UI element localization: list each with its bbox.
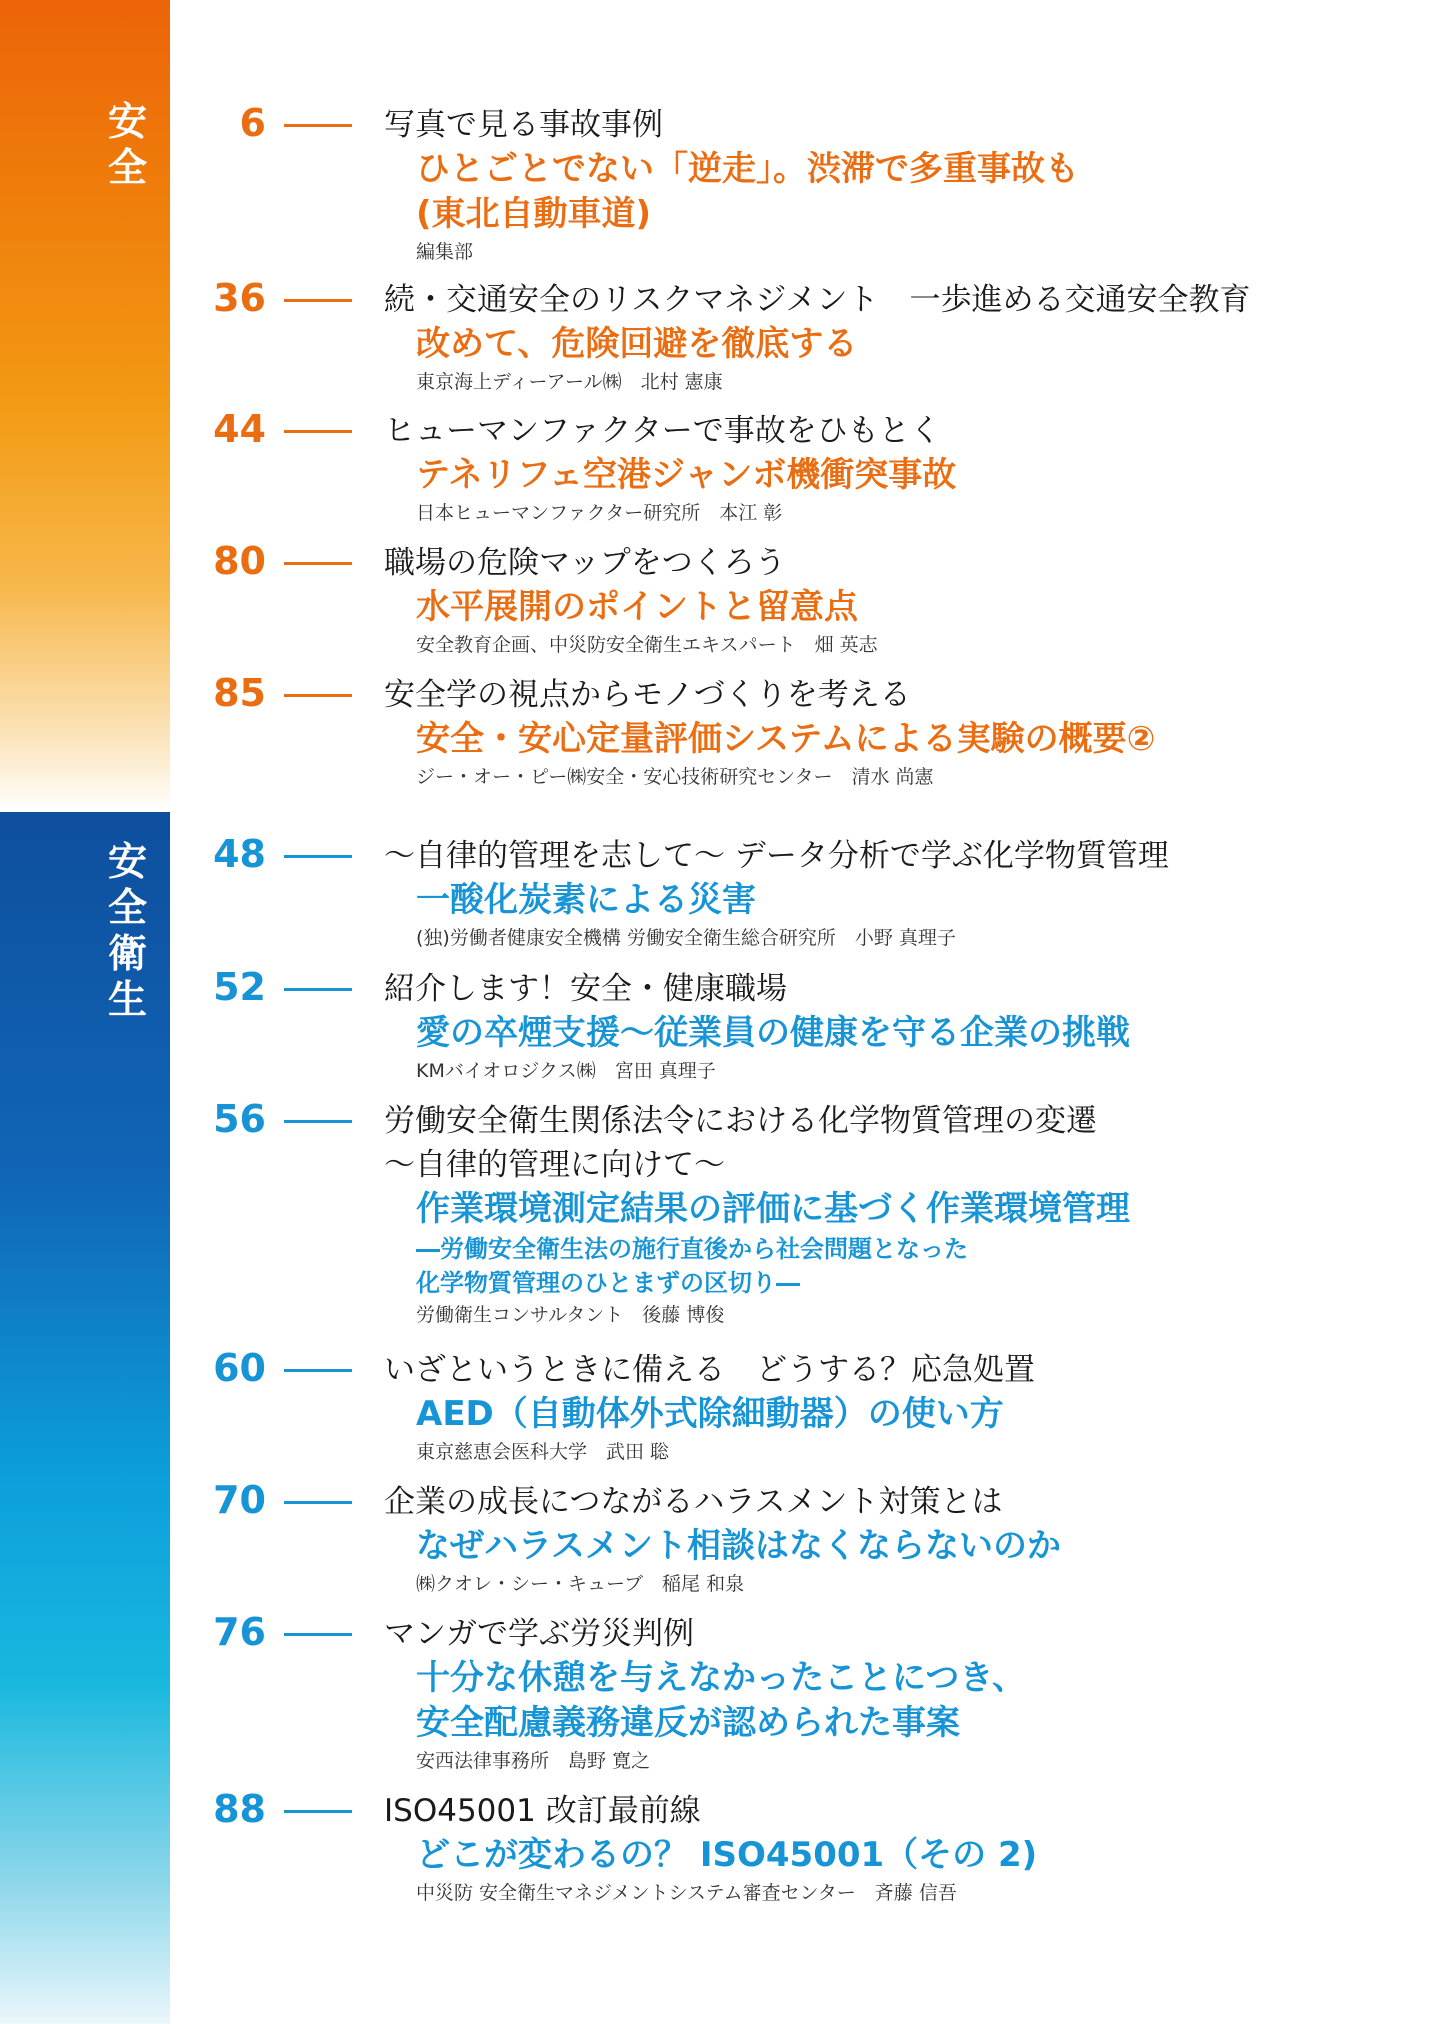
- series-title: 〜自律的管理を志して〜 データ分析で学ぶ化学物質管理: [384, 838, 1169, 874]
- leader-line: [284, 694, 352, 697]
- article-title: (東北自動車道): [416, 194, 652, 234]
- leader-line: [284, 430, 352, 433]
- series-title: 安全学の視点からモノづくりを考える: [384, 677, 911, 713]
- page-number: 52: [213, 965, 266, 1009]
- leader-line: [284, 1810, 352, 1813]
- page-number: 85: [213, 671, 266, 715]
- series-title: いざというときに備える どうする？応急処置: [384, 1352, 1035, 1388]
- page-number: 80: [213, 539, 266, 583]
- safety-section-label: 安 全: [108, 100, 149, 191]
- article-title: 安全配慮義務違反が認められた事案: [416, 1703, 960, 1743]
- page-number: 70: [213, 1478, 266, 1522]
- leader-line: [284, 855, 352, 858]
- article-author: ㈱クオレ・シー・キューブ 稲尾 和泉: [416, 1573, 745, 1595]
- article-author: 安全教育企画、中災防安全衛生エキスパート 畑 英志: [416, 634, 878, 656]
- article-title: 水平展開のポイントと留意点: [416, 587, 858, 627]
- article-title: 十分な休憩を与えなかったことにつき、: [416, 1658, 1026, 1698]
- article-author: 日本ヒューマンファクター研究所 本江 彰: [416, 502, 783, 524]
- article-title: 安全・安心定量評価システムによる実験の概要②: [416, 719, 1156, 759]
- series-title: 紹介します！安全・健康職場: [384, 971, 787, 1007]
- series-subtitle: 〜自律的管理に向けて〜: [384, 1147, 725, 1183]
- article-title: ひとごとでない「逆走」。渋滞で多重事故も: [416, 149, 1079, 189]
- article-author: 東京海上ディーアール㈱ 北村 憲康: [416, 371, 723, 393]
- article-title: 作業環境測定結果の評価に基づく作業環境管理: [416, 1189, 1130, 1229]
- page-number: 6: [239, 101, 266, 145]
- page-number: 36: [213, 276, 266, 320]
- series-title: マンガで学ぶ労災判例: [384, 1616, 694, 1652]
- article-title: AED（自動体外式除細動器）の使い方: [416, 1394, 1004, 1434]
- article-title: どこが変わるの？ ISO45001（その 2): [416, 1835, 1038, 1875]
- article-author: 編集部: [416, 241, 474, 263]
- article-subtitle: ―労働安全衛生法の施行直後から社会問題となった: [416, 1235, 968, 1263]
- series-title: 写真で見る事故事例: [384, 107, 663, 143]
- page-number: 44: [213, 407, 266, 451]
- article-author: ジー・オー・ピー㈱安全・安心技術研究センター 清水 尚憲: [416, 766, 934, 788]
- series-title: ヒューマンファクターで事故をひもとく: [384, 413, 941, 449]
- page-number: 76: [213, 1610, 266, 1654]
- series-title: ISO45001 改訂最前線: [384, 1793, 701, 1829]
- leader-line: [284, 124, 352, 127]
- article-title: テネリフェ空港ジャンボ機衝突事故: [416, 455, 957, 495]
- series-title: 職場の危険マップをつくろう: [384, 545, 786, 581]
- article-author: KMバイオロジクス㈱ 宮田 真理子: [416, 1060, 716, 1082]
- article-author: 安西法律事務所 島野 寛之: [416, 1750, 651, 1772]
- page-number: 48: [213, 832, 266, 876]
- leader-line: [284, 299, 352, 302]
- article-subtitle: 化学物質管理のひとまずの区切り―: [416, 1269, 800, 1297]
- article-author: (独)労働者健康安全機構 労働安全衛生総合研究所 小野 真理子: [416, 927, 956, 949]
- series-title: 続・交通安全のリスクマネジメント 一歩進める交通安全教育: [384, 282, 1251, 318]
- page-number: 88: [213, 1787, 266, 1831]
- article-author: 東京慈恵会医科大学 武田 聡: [416, 1441, 670, 1463]
- leader-line: [284, 1369, 352, 1372]
- series-title: 労働安全衛生関係法令における化学物質管理の変遷: [384, 1103, 1097, 1139]
- article-title: なぜハラスメント相談はなくならないのか: [416, 1526, 1061, 1566]
- page-number: 56: [213, 1097, 266, 1141]
- series-title: 企業の成長につながるハラスメント対策とは: [384, 1484, 1003, 1520]
- article-title: 愛の卒煙支援〜従業員の健康を守る企業の挑戦: [416, 1013, 1130, 1053]
- leader-line: [284, 988, 352, 991]
- leader-line: [284, 1501, 352, 1504]
- leader-line: [284, 1120, 352, 1123]
- article-author: 中災防 安全衛生マネジメントシステム審査センター 斉藤 信吾: [416, 1882, 957, 1904]
- leader-line: [284, 1633, 352, 1636]
- page-number: 60: [213, 1346, 266, 1390]
- article-author: 労働衛生コンサルタント 後藤 博俊: [416, 1304, 725, 1326]
- leader-line: [284, 562, 352, 565]
- article-title: 改めて、危険回避を徹底する: [416, 324, 858, 364]
- article-title: 一酸化炭素による災害: [416, 880, 756, 920]
- health-section-label: 安 全 衛 生: [108, 840, 149, 1023]
